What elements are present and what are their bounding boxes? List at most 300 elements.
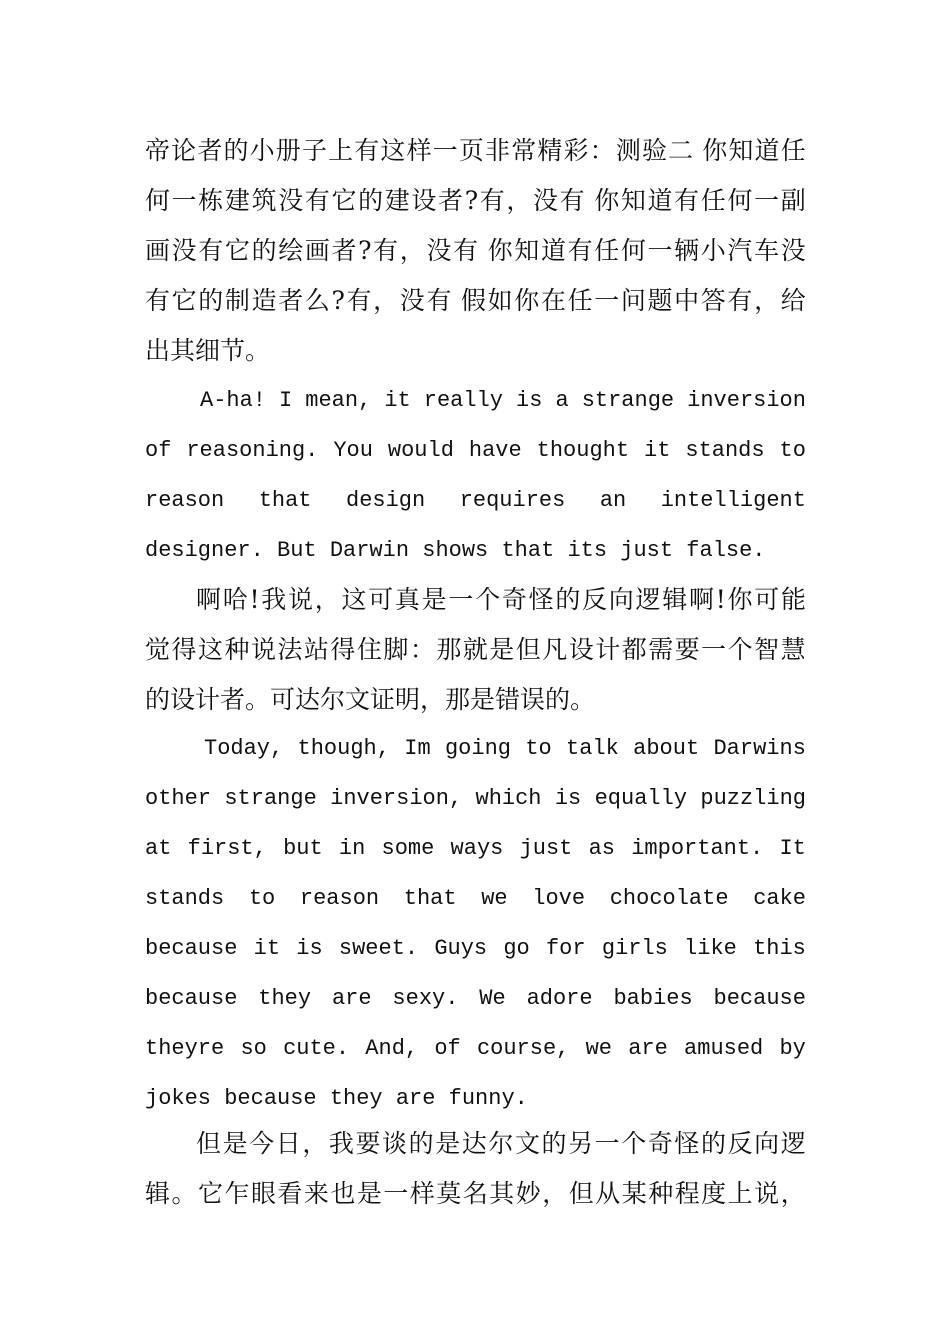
text-token: girls bbox=[601, 936, 668, 961]
text-token: 它 bbox=[197, 1179, 223, 1208]
text-token: 的 bbox=[555, 585, 581, 614]
text-token: reasoning. bbox=[186, 438, 319, 463]
text-token: Guys bbox=[434, 936, 488, 961]
text-token: love bbox=[532, 886, 586, 911]
text-token: 名 bbox=[462, 1179, 488, 1208]
text-token: 一 bbox=[754, 186, 780, 215]
text-token: 得 bbox=[171, 635, 197, 664]
text-token: 是 bbox=[489, 635, 515, 664]
text-token: 种 bbox=[648, 1179, 674, 1208]
text-line bbox=[145, 476, 806, 526]
text-token: important. bbox=[631, 836, 764, 861]
text-token: amused bbox=[684, 1036, 764, 1061]
text-token: cake bbox=[753, 886, 806, 911]
text-token: 个 bbox=[621, 1129, 647, 1158]
text-token: 者 bbox=[278, 286, 304, 315]
text-token: 中 bbox=[674, 286, 700, 315]
text-line bbox=[145, 625, 806, 675]
text-line bbox=[145, 774, 806, 824]
text-token: ： bbox=[409, 635, 435, 664]
text-token: 画 bbox=[145, 236, 171, 265]
text-token: 要 bbox=[355, 1129, 381, 1158]
text-token: just bbox=[519, 836, 573, 861]
text-token: 没 bbox=[278, 186, 304, 215]
text-token: they bbox=[258, 986, 312, 1011]
text-token: 道 bbox=[647, 186, 673, 215]
text-token: 你 bbox=[487, 236, 513, 265]
text-token: 彩 bbox=[563, 136, 589, 165]
text-token: 怪 bbox=[674, 1129, 700, 1158]
text-token: 妙 bbox=[515, 1179, 541, 1208]
text-token: 达 bbox=[461, 1129, 487, 1158]
text-token: though, bbox=[297, 736, 390, 761]
text-token: 谈 bbox=[382, 1129, 408, 1158]
text-token: 如 bbox=[487, 286, 513, 315]
text-token: is bbox=[516, 388, 543, 413]
text-token: 筑 bbox=[251, 186, 277, 215]
text-token: 的 bbox=[198, 286, 224, 315]
text-token: 的 bbox=[251, 236, 277, 265]
text-token: 道 bbox=[754, 136, 780, 165]
text-token: are bbox=[331, 986, 372, 1011]
text-token: 小 bbox=[700, 236, 726, 265]
text-token: 一 bbox=[701, 635, 727, 664]
text-token: 知 bbox=[620, 186, 646, 215]
text-token: 有 bbox=[145, 286, 171, 315]
text-token: so bbox=[240, 1036, 267, 1061]
text-token: We bbox=[479, 986, 506, 1011]
text-token: 能 bbox=[780, 585, 806, 614]
text-line bbox=[145, 226, 806, 276]
text-token: 论 bbox=[171, 136, 197, 165]
text-token: ， bbox=[314, 585, 340, 614]
text-token: 是 bbox=[222, 1129, 248, 1158]
text-token: 说 bbox=[287, 585, 313, 614]
text-token: 其 bbox=[489, 1179, 515, 1208]
text-token: 脚 bbox=[383, 635, 409, 664]
text-token: as bbox=[588, 836, 616, 861]
text-token: 题 bbox=[647, 286, 673, 315]
text-token: 法 bbox=[277, 635, 303, 664]
text-token: ways bbox=[450, 836, 504, 861]
text-token: 来 bbox=[303, 1179, 329, 1208]
text-token: 有 bbox=[304, 186, 330, 215]
text-token: 一 bbox=[448, 585, 474, 614]
text-token: 可 bbox=[368, 585, 394, 614]
text-token: And, bbox=[365, 1036, 419, 1061]
text-token: 文 bbox=[514, 1129, 540, 1158]
text-token: 的 bbox=[408, 1129, 434, 1158]
text-token: 一 bbox=[383, 1179, 409, 1208]
text-token: 你 bbox=[727, 585, 753, 614]
text-token: about bbox=[633, 736, 700, 761]
text-token: 知 bbox=[728, 136, 754, 165]
text-token: 没 bbox=[399, 286, 425, 315]
text-line bbox=[145, 1169, 806, 1219]
text-token: that bbox=[258, 488, 312, 513]
text-token: ! bbox=[715, 585, 726, 614]
text-token: 假 bbox=[461, 286, 487, 315]
text-token: 。 bbox=[171, 1179, 197, 1208]
text-line bbox=[145, 824, 806, 874]
text-line bbox=[196, 1119, 806, 1169]
text-token: 没 bbox=[780, 236, 806, 265]
text-token: 何 bbox=[727, 186, 753, 215]
text-token: 它 bbox=[331, 186, 357, 215]
text-token: 汽 bbox=[727, 236, 753, 265]
text-token: 一 bbox=[171, 186, 197, 215]
text-token: Today, bbox=[204, 736, 284, 761]
text-token: 需 bbox=[648, 635, 674, 664]
text-token: 某 bbox=[621, 1179, 647, 1208]
text-token: ! bbox=[249, 585, 260, 614]
text-token: You bbox=[333, 438, 373, 463]
text-token: 但 bbox=[196, 1129, 222, 1158]
text-token: an bbox=[599, 488, 627, 513]
text-line bbox=[145, 426, 806, 476]
text-token: 奇 bbox=[501, 585, 527, 614]
text-token: 样 bbox=[409, 1179, 435, 1208]
text-token: 有 bbox=[727, 286, 753, 315]
text-token: thought bbox=[536, 438, 630, 463]
text-token: 眼 bbox=[250, 1179, 276, 1208]
text-token: to bbox=[248, 886, 276, 911]
text-token: 子 bbox=[301, 136, 327, 165]
text-token: talk bbox=[566, 736, 619, 761]
text-token: 没 bbox=[533, 186, 559, 215]
text-token: 哈 bbox=[222, 585, 248, 614]
text-token: but bbox=[283, 836, 323, 861]
text-token: 它 bbox=[224, 236, 250, 265]
text-token: 这 bbox=[197, 635, 223, 664]
text-token: 我 bbox=[261, 585, 287, 614]
text-token: 真 bbox=[394, 585, 420, 614]
text-token: 二 bbox=[668, 136, 702, 165]
text-token: 你 bbox=[594, 186, 620, 215]
text-token: it bbox=[384, 388, 411, 413]
text-token: 设 bbox=[411, 186, 437, 215]
text-token: sexy. bbox=[392, 986, 459, 1011]
text-token: ， bbox=[399, 236, 425, 265]
text-token: inversion, bbox=[330, 786, 463, 811]
text-token: to bbox=[525, 736, 552, 761]
text-token: 可 bbox=[754, 585, 780, 614]
text-token: to bbox=[779, 438, 806, 463]
text-token: at bbox=[145, 836, 172, 861]
text-token: it bbox=[644, 438, 671, 463]
text-token: 反 bbox=[582, 585, 608, 614]
text-token: is bbox=[554, 786, 582, 811]
text-token: chocolate bbox=[609, 886, 729, 911]
text-line bbox=[145, 276, 806, 326]
text-token: 副 bbox=[780, 186, 806, 215]
text-token: 知 bbox=[514, 236, 540, 265]
text-token: 册 bbox=[275, 136, 301, 165]
text-token: this bbox=[753, 936, 806, 961]
text-token: 一 bbox=[432, 136, 458, 165]
text-token: 啊 bbox=[196, 585, 222, 614]
text-token: 造 bbox=[251, 286, 277, 315]
text-token: 没 bbox=[426, 236, 452, 265]
text-token: ： bbox=[589, 136, 615, 165]
text-token: 制 bbox=[224, 286, 250, 315]
text-token: ? bbox=[358, 236, 372, 265]
text-token: 反 bbox=[727, 1129, 753, 1158]
text-token: 有 bbox=[198, 236, 224, 265]
text-token: 今 bbox=[249, 1129, 275, 1158]
text-token: ， bbox=[780, 1179, 806, 1208]
text-line bbox=[145, 176, 806, 226]
text-token: 画 bbox=[304, 236, 330, 265]
text-token: 怪 bbox=[528, 585, 554, 614]
text-token: 智 bbox=[754, 635, 780, 664]
text-token: 这 bbox=[341, 585, 367, 614]
text-token: other bbox=[145, 786, 212, 811]
text-token: 辆 bbox=[674, 236, 700, 265]
text-token: mean, bbox=[305, 388, 372, 413]
text-token: It bbox=[779, 836, 806, 861]
text-token: would bbox=[387, 438, 454, 463]
text-token: cute. bbox=[283, 1036, 350, 1061]
text-token: 莫 bbox=[436, 1179, 462, 1208]
text-token: we bbox=[585, 1036, 612, 1061]
text-token: 绘 bbox=[278, 236, 304, 265]
text-token: 的 bbox=[541, 1129, 567, 1158]
text-token: 这 bbox=[380, 136, 406, 165]
text-token: 但 bbox=[568, 1179, 594, 1208]
text-token: 给 bbox=[780, 286, 806, 315]
text-token: reason bbox=[299, 886, 380, 911]
text-token: 另 bbox=[568, 1129, 594, 1158]
text-token: 样 bbox=[406, 136, 432, 165]
text-token: 度 bbox=[701, 1179, 727, 1208]
text-token: 有 bbox=[453, 236, 487, 265]
text-token: stands bbox=[145, 886, 225, 911]
text-token: because bbox=[145, 936, 238, 961]
text-token: 辑 bbox=[662, 585, 688, 614]
text-token: 种 bbox=[224, 635, 250, 664]
text-line bbox=[200, 376, 806, 426]
text-token: equally bbox=[594, 786, 688, 811]
text-token: strange bbox=[581, 388, 675, 413]
text-token: 是 bbox=[421, 585, 447, 614]
text-line: 的设计者。可达尔文证明，那是错误的。 bbox=[145, 685, 596, 714]
text-token: ， bbox=[542, 1179, 568, 1208]
text-token: 的 bbox=[700, 1129, 726, 1158]
text-token: 一 bbox=[594, 1129, 620, 1158]
text-token: 设 bbox=[568, 635, 594, 664]
text-token: 程 bbox=[674, 1179, 700, 1208]
text-token: 道 bbox=[540, 236, 566, 265]
text-token: 要 bbox=[674, 635, 700, 664]
text-token: going bbox=[444, 736, 511, 761]
text-token: 个 bbox=[475, 585, 501, 614]
text-line bbox=[196, 575, 806, 625]
text-token: 慧 bbox=[780, 635, 806, 664]
text-token: theyre bbox=[145, 1036, 225, 1061]
text-token: 你 bbox=[514, 286, 540, 315]
text-token: 上 bbox=[328, 136, 354, 165]
text-token: 个 bbox=[727, 635, 753, 664]
text-token: a bbox=[555, 388, 569, 413]
text-token: 测 bbox=[615, 136, 641, 165]
text-token: 者 bbox=[197, 136, 223, 165]
text-token: 那 bbox=[436, 635, 462, 664]
text-token: 向 bbox=[754, 1129, 780, 1158]
text-token: 得 bbox=[330, 635, 356, 664]
text-token: we bbox=[481, 886, 508, 911]
text-token: 者 bbox=[438, 186, 464, 215]
text-token: design bbox=[346, 488, 426, 513]
text-token: 任 bbox=[700, 186, 726, 215]
text-token: are bbox=[628, 1036, 668, 1061]
text-line: 出其细节。 bbox=[145, 336, 271, 365]
text-token: 的 bbox=[223, 136, 249, 165]
text-token: 我 bbox=[328, 1129, 354, 1158]
text-token: A-ha! bbox=[200, 388, 267, 413]
text-token: 非 bbox=[485, 136, 511, 165]
text-token: 的 bbox=[358, 186, 384, 215]
text-token: 有 bbox=[373, 236, 399, 265]
text-token: 栋 bbox=[198, 186, 224, 215]
text-line bbox=[145, 974, 806, 1024]
text-token: ? bbox=[464, 186, 479, 215]
text-token: 一 bbox=[594, 286, 620, 315]
text-token: 是 bbox=[435, 1129, 461, 1158]
text-token: 小 bbox=[249, 136, 275, 165]
text-token: ? bbox=[331, 286, 345, 315]
text-token: because bbox=[713, 986, 806, 1011]
text-token: course, bbox=[476, 1036, 570, 1061]
text-token: really bbox=[423, 388, 503, 413]
text-token: 何 bbox=[145, 186, 171, 215]
text-token: 尔 bbox=[488, 1129, 514, 1158]
text-token: 日 bbox=[275, 1129, 301, 1158]
text-token: 也 bbox=[330, 1179, 356, 1208]
text-token: 觉 bbox=[145, 635, 171, 664]
text-token: like bbox=[684, 936, 737, 961]
text-token: 说 bbox=[250, 635, 276, 664]
text-line: designer. But Darwin shows that its just false. bbox=[145, 538, 766, 563]
text-token: 它 bbox=[171, 286, 197, 315]
text-token: 有 bbox=[479, 186, 505, 215]
text-token: in bbox=[338, 836, 366, 861]
text-token: intelligent bbox=[660, 488, 806, 513]
text-token: which bbox=[475, 786, 542, 811]
text-token: ， bbox=[754, 286, 780, 315]
text-token: 建 bbox=[384, 186, 410, 215]
text-token: 没 bbox=[171, 236, 197, 265]
text-token: 任 bbox=[780, 136, 806, 165]
text-token: adore bbox=[526, 986, 593, 1011]
text-token: by bbox=[779, 1036, 806, 1061]
text-line: jokes because they are funny. bbox=[145, 1086, 528, 1111]
text-token: 住 bbox=[356, 635, 382, 664]
text-token: 任 bbox=[594, 236, 620, 265]
text-token: 么 bbox=[304, 286, 330, 315]
text-token: strange bbox=[224, 786, 317, 811]
text-token: of bbox=[434, 1036, 461, 1061]
text-token: babies bbox=[613, 986, 693, 1011]
text-token: 逻 bbox=[635, 585, 661, 614]
text-token: Im bbox=[404, 736, 431, 761]
text-token: 凡 bbox=[542, 635, 568, 664]
text-token: because bbox=[145, 986, 238, 1011]
text-token: 站 bbox=[303, 635, 329, 664]
text-token: 答 bbox=[700, 286, 726, 315]
text-token: 有 bbox=[346, 286, 372, 315]
text-token: 页 bbox=[458, 136, 484, 165]
text-token: 就 bbox=[462, 635, 488, 664]
text-token: 但 bbox=[515, 635, 541, 664]
text-token: I bbox=[279, 388, 293, 413]
text-token: requires bbox=[459, 488, 566, 513]
text-token: it bbox=[253, 936, 281, 961]
text-token: 有 bbox=[674, 186, 700, 215]
text-token: 建 bbox=[224, 186, 250, 215]
text-token: of bbox=[145, 438, 172, 463]
text-token: first, bbox=[187, 836, 267, 861]
text-token: 有 bbox=[567, 236, 593, 265]
text-token: 都 bbox=[621, 635, 647, 664]
text-token: 从 bbox=[595, 1179, 621, 1208]
text-token: 说 bbox=[754, 1179, 780, 1208]
text-token: ， bbox=[506, 186, 532, 215]
text-token: for bbox=[545, 936, 586, 961]
text-token: go bbox=[503, 936, 530, 961]
text-token: 上 bbox=[727, 1179, 753, 1208]
text-token: sweet. bbox=[338, 936, 419, 961]
text-token: 有 bbox=[354, 136, 380, 165]
text-token: 看 bbox=[277, 1179, 303, 1208]
text-line bbox=[145, 1024, 806, 1074]
text-token: 你 bbox=[702, 136, 728, 165]
text-token: Darwins bbox=[713, 736, 806, 761]
text-token: 是 bbox=[356, 1179, 382, 1208]
text-token: ， bbox=[373, 286, 399, 315]
text-token: 精 bbox=[537, 136, 563, 165]
text-token: 逻 bbox=[780, 1129, 806, 1158]
text-token: 车 bbox=[754, 236, 780, 265]
text-token: 验 bbox=[641, 136, 667, 165]
text-line bbox=[145, 924, 806, 974]
text-token: 帝 bbox=[145, 136, 171, 165]
text-token: puzzling bbox=[700, 786, 806, 811]
text-token: ， bbox=[302, 1129, 328, 1158]
text-token: 乍 bbox=[224, 1179, 250, 1208]
text-token: reason bbox=[145, 488, 225, 513]
text-line bbox=[145, 126, 806, 176]
text-token: have bbox=[468, 438, 522, 463]
text-token: some bbox=[381, 836, 435, 861]
text-token: 辑 bbox=[145, 1179, 171, 1208]
text-token: 常 bbox=[511, 136, 537, 165]
text-token: 任 bbox=[567, 286, 593, 315]
text-token: 何 bbox=[620, 236, 646, 265]
text-token: 奇 bbox=[647, 1129, 673, 1158]
text-token: 问 bbox=[620, 286, 646, 315]
text-token: 计 bbox=[595, 635, 621, 664]
text-token: 一 bbox=[647, 236, 673, 265]
text-token: 啊 bbox=[688, 585, 714, 614]
text-token: is bbox=[296, 936, 323, 961]
text-token: inversion bbox=[687, 388, 806, 413]
text-token: 向 bbox=[608, 585, 634, 614]
text-line bbox=[204, 724, 806, 774]
text-token: 有 bbox=[426, 286, 460, 315]
text-token: 在 bbox=[540, 286, 566, 315]
text-line bbox=[145, 874, 806, 924]
